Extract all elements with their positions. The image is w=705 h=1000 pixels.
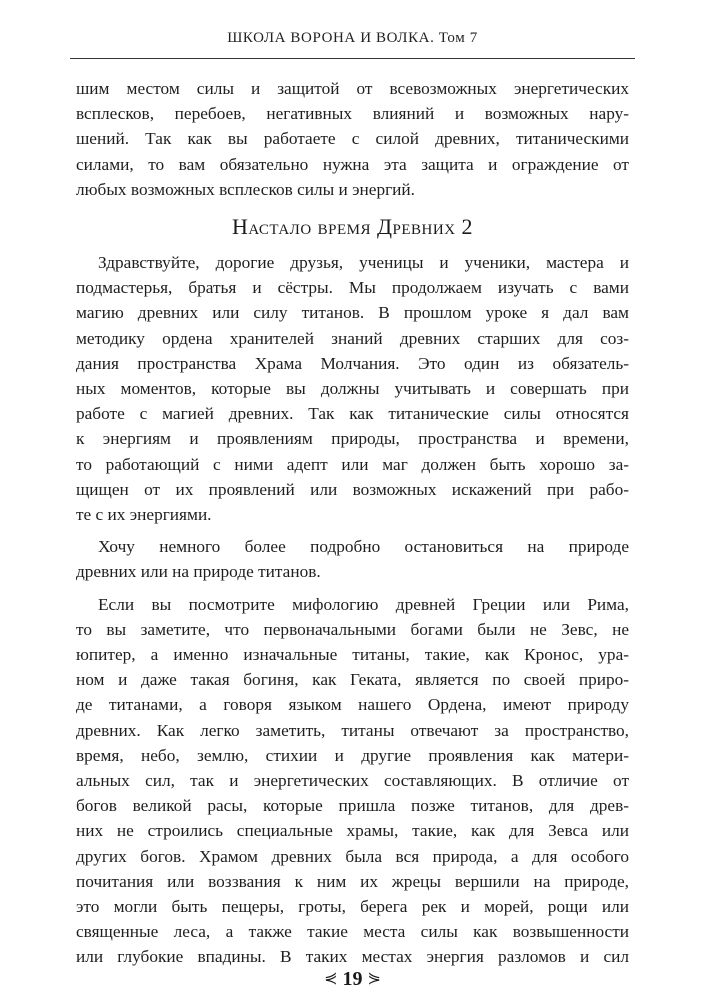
text-line: силами, то вам обязательно нужна эта защита и ограждение от (76, 154, 629, 174)
text-line: щищен от их проявлений или возможных искажений при рабо- (76, 479, 629, 499)
text-line: время, небо, землю, стихии и другие проявления как матери- (76, 745, 629, 765)
text-line: подмастерья, братья и сёстры. Мы продолжаем изучать с вами (76, 278, 629, 298)
text-line: ных моментов, которые вы должны учитывать и совершать при (76, 379, 629, 398)
text-line: древних. Как легко заметить, титаны отвечают за пространство, (76, 720, 629, 740)
page-footer (0, 968, 705, 991)
text-line: Хочу немного более подробно остановиться на природе (98, 537, 629, 557)
section-heading: Настало время Древних 2 (231, 214, 474, 239)
text-line: то работающий с ними адепт или маг должен быть хорошо за- (76, 454, 629, 474)
text-line: альных сил, так и энергетических составляющих. В отличие от (76, 771, 629, 790)
text-line: дания пространства Храма Молчания. Это один из обязатель- (76, 353, 629, 373)
text-line: магию древних или силу титанов. В прошлом уроке я дал вам (76, 303, 629, 323)
text-line: это могли быть пещеры, гроты, берега рек и морей, рощи или (76, 897, 629, 916)
text-line: Если вы посмотрите мифологию древней Греции или Рима, (98, 594, 629, 614)
text-line: к энергиям и проявлениям природы, пространства и времени, (76, 429, 629, 449)
page-number: 19 (342, 968, 363, 990)
text-line: шим местом силы и защитой от всевозможных энергетических (76, 79, 629, 98)
text-line: любых возможных всплесков силы и энергий. (76, 179, 416, 199)
text-line: них не строились специальные храмы, такие, как для Зевса или (76, 821, 629, 841)
text-line: де титанами, а говоря языком нашего Ордена, имеют природу (76, 695, 629, 715)
ornament-right-icon: ⋟ (367, 970, 381, 987)
text-line: или глубокие впадины. В таких местах энергия разломов и сил (76, 947, 629, 967)
header-rule (70, 58, 635, 59)
text-line: древних или на природе титанов. (76, 562, 321, 582)
text-line: священные леса, а также такие места силы как возвышенности (76, 922, 629, 942)
text-line: других богов. Храмом древних была вся природа, а для особого (76, 846, 629, 866)
text-line: богов великой расы, которые пришла позже титанов, для древ- (76, 796, 629, 816)
text-line: работе с магией древних. Так как титанические силы относятся (76, 404, 629, 424)
running-header: ШКОЛА ВОРОНА И ВОЛКА. Том 7 (227, 30, 478, 46)
ornament-left-icon: ⋞ (324, 970, 338, 987)
text-line: ном и даже такая богиня, как Геката, является по своей приро- (76, 670, 629, 690)
text-line: юпитер, а именно изначальные титаны, такие, как Кронос, ура- (76, 645, 629, 664)
text-line: то вы заметите, что первоначальными богами были не Зевс, не (76, 619, 629, 639)
text-line: методику ордена хранителей знаний древних старших для соз- (76, 328, 629, 348)
text-line: шений. Так как вы работаете с силой древних, титаническими (76, 129, 629, 149)
text-line: всплесков, перебоев, негативных влияний и возможных нару- (76, 104, 629, 124)
text-line: Здравствуйте, дорогие друзья, ученицы и ученики, мастера и (98, 253, 629, 272)
text-line: те с их энергиями. (76, 505, 212, 524)
text-line: почитания или воззвания к ним их жрецы вершили на природе, (76, 871, 629, 891)
